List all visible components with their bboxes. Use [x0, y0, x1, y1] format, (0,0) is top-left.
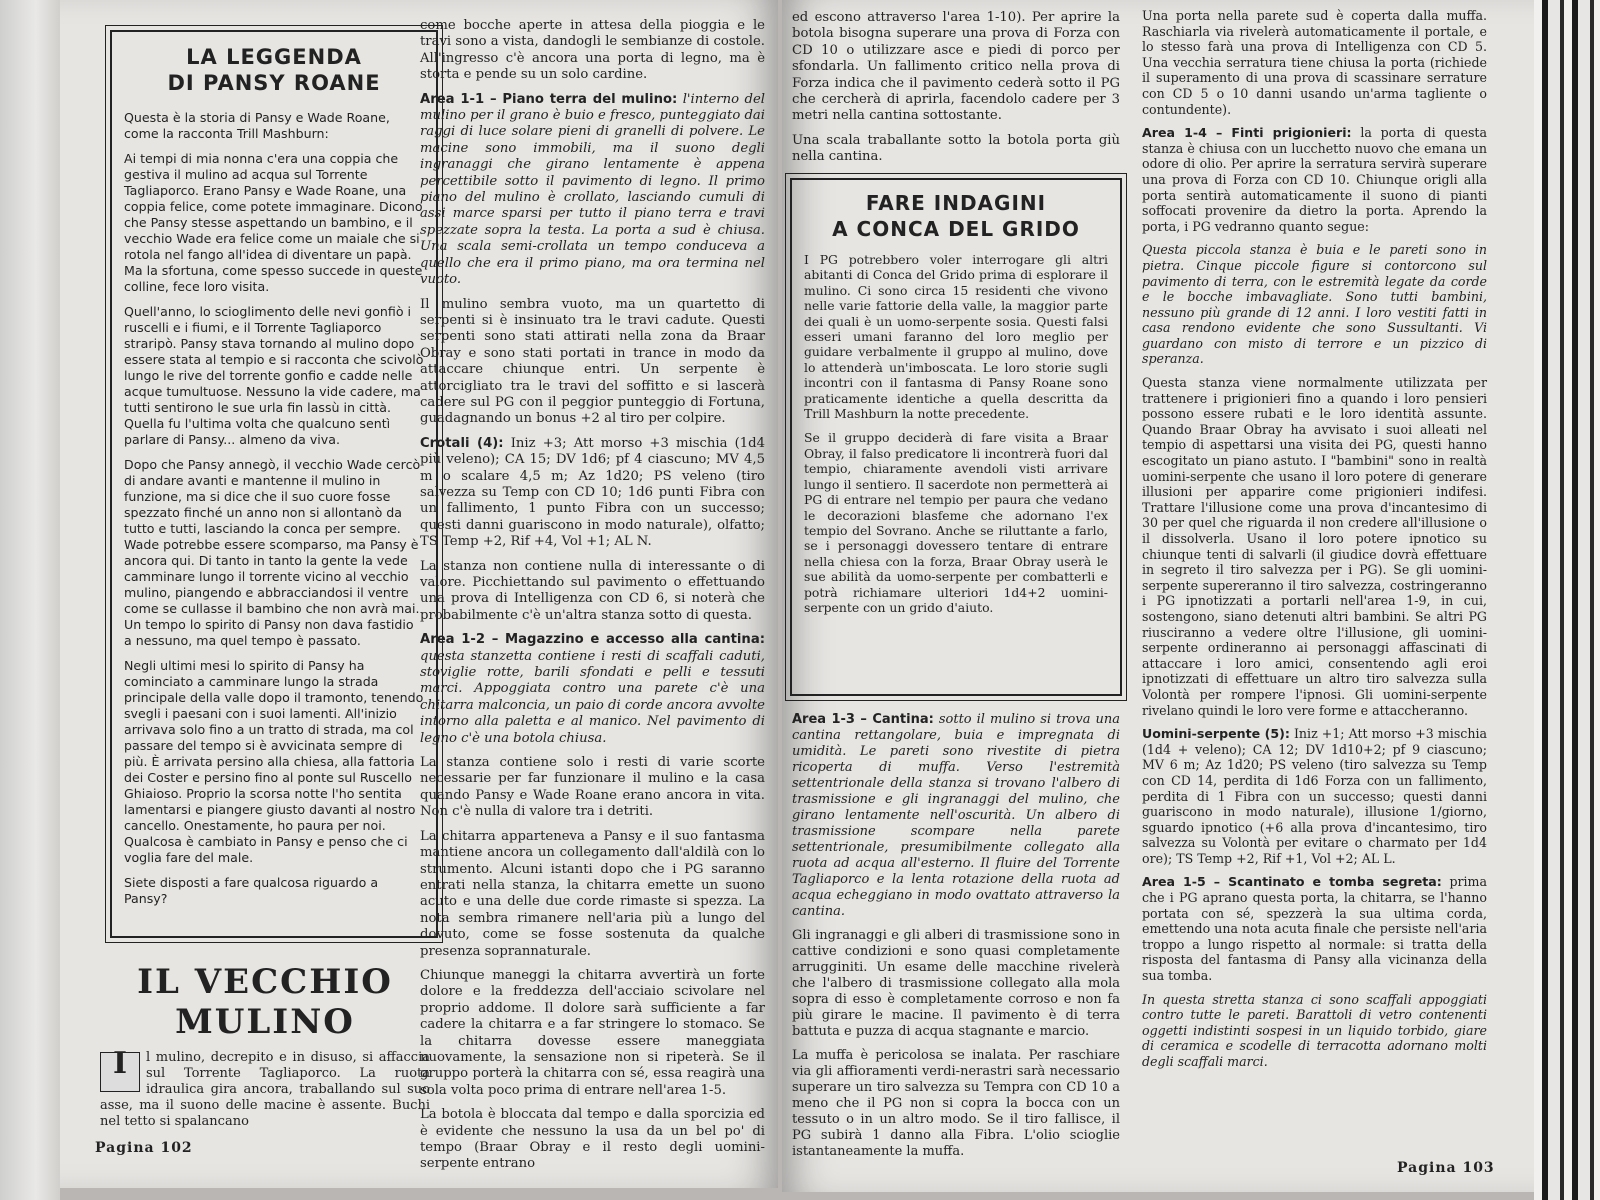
left-page — [60, 0, 778, 1188]
section-title-line1: IL VECCHIO — [137, 962, 393, 1002]
paragraph: Il mulino sembra vuoto, ma un quartetto di serpenti si è insinuato tra le travi cadute. Questi serpenti sono stati attirati nella zona da Braar Obray e sono stati portati in trance in modo da attaccare chiunque entri. Un serpente è attorcigliato tra le travi del soffitto e si lascerà cadere sul PG con il peggior punteggio di Fortuna, guadagnando un bonus +2 al tiro per colpire. — [420, 296, 765, 427]
mill-intro — [100, 1046, 430, 1130]
sidebar-paragraph: Dopo che Pansy annegò, il vecchio Wade cercò di andare avanti e mantenne il mulino in funzione, ma si dice che il suo cuore fosse spezzato finché un anno non si allontanò da tutto e tutti, lasciando la conca per sempre. Wade potrebbe essere scomparso, ma Pansy è ancora qui. Di tanto in tanto la gente la vede camminare lungo il torrente vicino al vecchio mulino, piangendo e abbracciandosi il ventre come se cullasse il bambino che non avrà mai. Un tempo lo spirito di Pansy non dava fastidio a nessuno, ma quel tempo è passato. — [124, 457, 421, 648]
paragraph: La chitarra apparteneva a Pansy e il suo fantasma mantiene ancora un collegamento dall'aldilà con lo strumento. Alcuni istanti dopo che i PG saranno entrati nella stanza, la chitarra emette un suono acuto e una delle due corde rimaste si spezza. La nota sembra rimanere nell'aria più a lungo del dovuto, come se fosse sostenuta da qualche presenza soprannaturale. — [420, 828, 765, 959]
stat-block-uomini-serpente — [1142, 726, 1487, 866]
read-aloud-text: In questa stretta stanza ci sono scaffali appoggiati contro tutte le pareti. Barattoli di vetro contenenti oggetti indistinti sospesi in un liquido torbido, giare di ceramica e scodelle di terracotta adornano molti degli scaffali marci. — [1142, 991, 1487, 1069]
sidebar-title — [124, 44, 424, 96]
stat-heading: Crotali (4): — [420, 435, 504, 451]
paragraph: La stanza non contiene nulla di interessante o di valore. Picchiettando sul pavimento o effettuando una prova di Intelligenza con CD 6, si noterà che probabilmente c'è un'altra stanza sotto di questa. — [420, 558, 765, 623]
area-1-2 — [420, 632, 765, 747]
area-description: sotto il mulino si trova una cantina rettangolare, buia e impregnata di umidità. Le pareti sono rivestite di pietra ricoperta di muffa. Verso l'estremità settentrionale della stanza si trovano l'albero di trasmissione e gli ingranaggi del mulino, che girano lentamente nell'oscurità. Un albero di trasmissione scompare nella parete settentrionale, presumibilmente collegato alla ruota ad acqua all'esterno. Il fluire del Torrente Tagliaporco e la lenta rotazione della ruota ad acqua echeggiano in modo ovattato attraverso la cantina. — [792, 712, 1120, 919]
page-number-left: Pagina 102 — [95, 1140, 193, 1156]
page-number-right: Pagina 103 — [1397, 1160, 1495, 1176]
section-title-old-mill — [100, 962, 430, 1042]
right-column-2 — [1142, 8, 1487, 1078]
sidebar-paragraph: Quell'anno, lo scioglimento delle nevi gonfiò i ruscelli e i fiumi, e il Torrente Tagliaporco straripò. Pansy stava tornando al mulino dopo essere stata al tempio e si racconta che scivolò lungo le rive del torrente gonfio e cadde nelle acque tumultuose. Nessuno la vide cadere, ma tutti sentirono le sue urla fin lassù in città. Quella fu l'ultima volta che qualcuno sentì parlare di Pansy... almeno da viva. — [124, 304, 424, 447]
sidebar-paragraph: Questa è la storia di Pansy e Wade Roane, come la racconta Trill Mashburn: — [124, 110, 390, 141]
area-1-5 — [1142, 874, 1487, 983]
paragraph: La botola è bloccata dal tempo e dalla sporcizia ed è evidente che nessuno la usa da un bel po' di tempo (Braar Obray e il resto degli uomini-serpente entrano — [420, 1107, 765, 1172]
dropcap-ornament-icon — [100, 1046, 140, 1092]
paragraph: La muffa è pericolosa se inalata. Per raschiare via gli affioramenti verdi-nerastri sarà necessario superare un tiro salvezza su Tempra con CD 10 a meno che il PG non si copra la bocca con un tessuto o in un altro modo. Se il tiro fallisce, il PG subirà 1 danno alla Fibra. L'olio scioglie istantaneamente la muffa. — [792, 1048, 1120, 1159]
stat-heading: Uomini-serpente (5): — [1142, 726, 1290, 742]
box-title — [804, 190, 1108, 242]
paragraph: come bocche aperte in attesa della pioggia e le travi sono a vista, dandogli le sembianze di costole. All'ingresso c'è ancora una porta di legno, ma è storta e pende su un solo cardine. — [420, 18, 765, 83]
paragraph: La stanza contiene solo i resti di varie scorte necessarie per far funzionare il mulino e la casa quando Pansy e Wade Roane erano ancora in vita. Non c'è nulla di valore tra i detriti. — [420, 755, 765, 820]
paragraph: Chiunque maneggi la chitarra avvertirà un forte dolore e la freddezza dell'acciaio scivolare nel proprio addome. Il dolore sarà sufficiente a far cadere la chitarra e a far stringere lo stomaco. Se la chitarra dovesse essere maneggiata nuovamente, la sensazione non si ripeterà. Se il gruppo porterà la chitarra con sé, essa reagirà una sola volta poco prima di entrare nell'area 1-5. — [420, 967, 765, 1098]
paragraph: Una porta nella parete sud è coperta dalla muffa. Raschiarla via rivelerà automaticamente il portale, e lo stesso farà una prova di Intelligenza con CD 5. Una vecchia serratura tiene chiusa la porta (richiede il superamento di una prova di scassinare serrature con CD 5 o 10 danni usando un'arma tagliente o contundente). — [1142, 8, 1487, 117]
sidebar-title-line1: LA LEGGENDA — [186, 45, 362, 69]
paragraph: Gli ingranaggi e gli alberi di trasmissione sono in cattive condizioni e sono quasi completamente arrugginiti. Un esame delle macchine rivelerà che l'albero di trasmissione collegato alla mola sopra di esso è completamente corroso e non fa più girare le macine. Il pavimento è di terra battuta e puzza di acqua stagnante e marcio. — [792, 928, 1120, 1039]
area-heading: Area 1-2 – Magazzino e accesso alla cantina: — [420, 632, 765, 648]
section-title-line2: MULINO — [175, 1002, 355, 1042]
area-description: l'interno del mulino per il grano è buio e fresco, punteggiato dai raggi di luce solare pieni di granelli di polvere. Le macine sono immobili, ma il suono degli ingranaggi che girano lentamente è appena percettibile sotto il pavimento di legno. Il primo piano del mulino è crollato, lasciando cumuli di assi marce sparsi per tutto il piano terra e travi spezzate sopra la testa. La porta a sud è chiusa. Una scala semi-crollata un tempo conduceva a quello che era il primo piano, ma ora termina nel vuoto. — [420, 91, 765, 288]
legend-sidebar — [110, 30, 438, 938]
box-title-line1: FARE INDAGINI — [865, 191, 1047, 215]
area-1-3 — [792, 712, 1120, 920]
dropcap-letter: I — [112, 1046, 128, 1081]
area-1-4 — [1142, 125, 1487, 234]
left-column-2 — [420, 18, 765, 1181]
sidebar-title-line2: DI PANSY ROANE — [167, 71, 381, 95]
stat-text: Iniz +1; Att morso +3 mischia (1d4 + veleno); CA 12; DV 1d10+2; pf 9 ciascuno; MV 6 m; Az 1d20; PS veleno (tiro salvezza su Temp con CD 14, perdita di 1d6 Forza con un fallimento, perdita di 1 Fibra con un successo; questi danni guariscono in modo naturale), illusione 1/giorno, sguardo ipnotico (+6 alla prova d'incantesimo, tiro salvezza su Volontà per evitare o charmato per 1d4 ore); TS Temp +2, Rif +1, Vol +2; AL L. — [1142, 726, 1487, 866]
paragraph: ed escono attraverso l'area 1-10). Per aprire la botola bisogna superare una prova di Forza con CD 10 o utilizzare asce e piedi di porco per sfondarla. Un fallimento critico nella prova di Forza indica che il pavimento cederà sotto il PG che cercherà di aprirla, facendolo cadere per 3 metri nella cantina sottostante. — [792, 10, 1120, 124]
paragraph: Una scala traballante sotto la botola porta giù nella cantina. — [792, 132, 1120, 165]
right-column-1-lower — [792, 712, 1120, 1168]
area-heading: Area 1-1 – Piano terra del mulino: — [420, 91, 678, 107]
box-paragraph: I PG potrebbero voler interrogare gli altri abitanti di Conca del Grido prima di esplorare il mulino. Ci sono circa 15 residenti che vivono nelle varie fattorie della valle, la maggior parte dei quali è un uomo-serpente sosia. Questi falsi esseri umani faranno del loro meglio per guidare verbalmente il gruppo al mulino, dove lo attenderà un'imboscata. Le loro storie sugli incontri con il fantasma di Pansy Roane sono praticamente identiche a quella descritta da Trill Mashburn la notte precedente. — [804, 252, 1108, 422]
right-column-1 — [792, 10, 1120, 174]
read-aloud-text: Questa piccola stanza è buia e le pareti sono in pietra. Cinque piccole figure si contorcono sul pavimento di terra, con le estremità legate da corde e le bocche imbavagliate. Sono tutti bambini, nessuno più grande di 12 anni. I loro vestiti fatti in casa rendono evidente che sono Sussultanti. Vi guardano con misto di terrore e un pizzico di speranza. — [1142, 242, 1487, 367]
sidebar-paragraph: Siete disposti a fare qualcosa riguardo a Pansy? — [124, 875, 379, 906]
sidebar-paragraph: Ai tempi di mia nonna c'era una coppia che gestiva il mulino ad acqua sul Torrente Tagliaporco. Erano Pansy e Wade Roane, una coppia felice, come potete immaginare. Dicono che Pansy stesse aspettando un bambino, e il vecchio Wade era felice come un maiale che si rotola nel fango all'idea di diventare un papà. Ma la sfortuna, come spesso succede in queste colline, fece loro visita. — [124, 151, 423, 294]
area-heading: Area 1-4 – Finti prigionieri: — [1142, 125, 1352, 141]
area-description: la porta di questa stanza è chiusa con un lucchetto nuovo che emana un odore di olio. Per aprire la serratura servirà superare una prova di Forza con CD 10. Chiunque origli alla porta sentirà automaticamente il suono di pianti soffocati provenire da dietro la porta. Aprendo la porta, i PG vedranno quanto segue: — [1142, 125, 1487, 234]
sidebar-paragraph: Negli ultimi mesi lo spirito di Pansy ha cominciato a camminare lungo la strada principale della valle dopo il tramonto, tenendo svegli i paesani con i suoi lamenti. All'inizio arrivava solo fino a un tratto di strada, ma col passare del tempo si è avvicinata sempre di più. È arrivata persino alla chiesa, alla fattoria dei Coster e persino fino al ponte sul Ruscello Ghiaioso. Proprio la scorsa notte l'ho sentita lamentarsi e piangere giusto davanti al nostro cancello. Onestamente, ho paura per noi. Qualcosa è cambiato in Pansy e penso che ci voglia fare del male. — [124, 658, 424, 865]
box-title-line2: A CONCA DEL GRIDO — [832, 217, 1080, 241]
investigation-box — [790, 178, 1122, 696]
box-paragraph: Se il gruppo deciderà di fare visita a Braar Obray, il falso predicatore li incontrerà fuori dal tempio, chiaramente avendoli visti arrivare lungo il sentiero. Il sacerdote non permetterà ai PG di entrare nel tempio per paura che vedano le decorazioni blasfeme che adornano l'ex tempio del Sovrano. Anche se riluttante a farlo, se i personaggi dovessero tentare di entrare nella chiesa con la forza, Braar Obray userà le sue abilità da uomo-serpente per combatterli e potrà richiamare ulteriori 1d4+2 uomini-serpente con un grido d'aiuto. — [804, 430, 1108, 615]
stat-text: Iniz +3; Att morso +3 mischia (1d4 più veleno); CA 15; DV 1d6; pf 4 ciascuno; MV 4,5 m o scalare 4,5 m; Az 1d20; PS veleno (tiro salvezza su Temp con CD 10; 1d6 punti Fibra con un fallimento, 1 punto Fibra con un successo; questi danni guariscono in modo naturale), olfatto; TS Temp +2, Rif +4, Vol +1; AL N. — [420, 435, 765, 550]
stat-block-crotali — [420, 436, 765, 551]
area-1-1 — [420, 92, 765, 289]
area-heading: Area 1-3 – Cantina: — [792, 712, 934, 727]
right-page — [782, 0, 1534, 1192]
area-heading: Area 1-5 – Scantinato e tomba segreta: — [1142, 874, 1442, 890]
area-description: questa stanzetta contiene i resti di scaffali caduti, stoviglie rotte, barili sfondati e pelli e tessuti marci. Appoggiata contro una parete c'è una chitarra malconcia, un paio di corde ancora avvolte intorno alla paletta e al manico. Nel pavimento di legno c'è una botola chiusa. — [420, 648, 765, 746]
next-page-edge — [1534, 0, 1600, 1200]
area-description: prima che i PG aprano questa porta, la chitarra, se l'hanno portata con sé, spezzerà la sua ultima corda, emettendo una nota acuta finale che persiste nell'aria troppo a lungo rispetto al normale: si tratta della risposta del fantasma di Pansy alla vicinanza della sua tomba. — [1142, 874, 1487, 984]
mill-intro-text: l mulino, decrepito e in disuso, si affaccia sul Torrente Tagliaporco. La ruota idraulica gira ancora, traballando sul suo asse, ma il suono delle macine è assente. Buchi nel tetto si spalancano — [100, 1050, 430, 1129]
book-left-edge — [0, 0, 60, 1200]
paragraph: Questa stanza viene normalmente utilizzata per trattenere i prigionieri fino a quando i loro pensieri possono essere rubati e le loro identità assunte. Quando Braar Obray ha avvisato i suoi alleati nel tempio di aspettarsi una visita dei PG, questi hanno escogitato un piano astuto. I "bambini" sono in realtà uomini-serpente che usano il loro potere di generare illusioni per apparire come prigionieri indifesi. Trattare l'illusione come una prova d'incantesimo di 30 per quel che riguarda il non credere all'illusione o il dissolverla. Usano il loro potere ipnotico su chiunque tenti di salvarli (il giudice dovrà effettuare in segreto il tiro salvezza per i PG). Se gli uomini-serpente supereranno il tiro salvezza, costringeranno i PG ipnotizzati a portarli nell'area 1-9, in cui, sostengono, siano detenuti altri bambini. Se altri PG riusciranno a vedere oltre l'illusione, gli uomini-serpente ordineranno ai personaggi affascinati di attaccare i loro amici, consentendo agli eroi ipnotizzati di effettuare un altro tiro salvezza sulla Volontà per rompere l'ipnosi. Gli uomini-serpente rivelano quindi le loro vere forme e attaccheranno. — [1142, 375, 1487, 718]
